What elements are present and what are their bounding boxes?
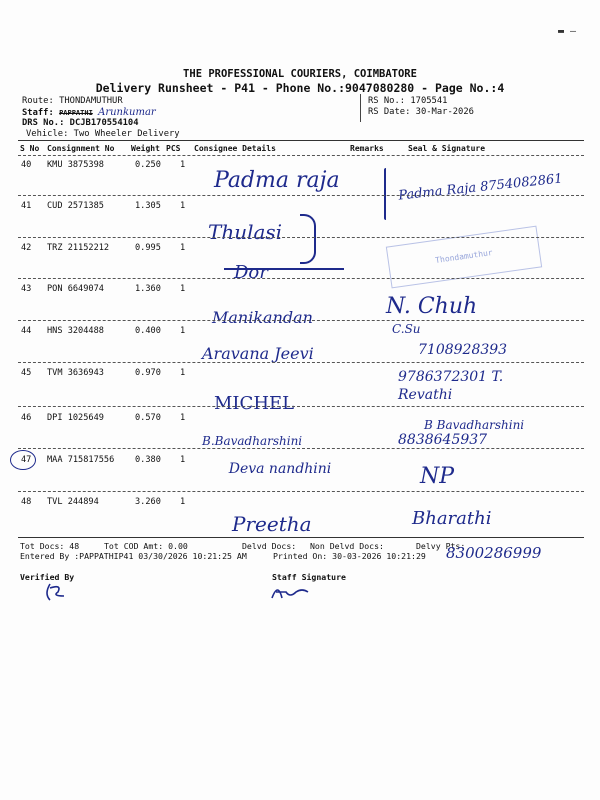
row-sno: 40 xyxy=(21,160,32,170)
row-separator xyxy=(18,278,584,279)
signature-handwriting: 9786372301 T. Revathi xyxy=(398,369,504,403)
row-pcs: 1 xyxy=(180,368,186,378)
row-pcs: 1 xyxy=(180,160,186,170)
consignee-handwriting: Deva nandhini xyxy=(228,461,332,477)
col-consignee: Consignee Details xyxy=(194,144,276,153)
company-title: THE PROFESSIONAL COURIERS, COIMBATORE xyxy=(183,68,417,80)
col-consignment: Consignment No xyxy=(47,144,115,153)
vehicle-line: Vehicle: Two Wheeler Delivery xyxy=(26,129,180,139)
rs-date-value: 30-Mar-2026 xyxy=(415,107,474,117)
row-pcs: 1 xyxy=(180,284,186,294)
table-header-rule xyxy=(18,155,584,156)
col-signature: Seal & Signature xyxy=(408,144,486,153)
tot-cod-amt: Tot COD Amt: 0.00 xyxy=(104,541,188,551)
staff-signature-label: Staff Signature xyxy=(272,572,346,582)
drs-value: DCJB170554104 xyxy=(69,118,139,128)
route-value: THONDAMUTHUR xyxy=(59,96,123,106)
signature-initials: C.Su xyxy=(392,322,421,336)
row-sno: 44 xyxy=(21,326,32,336)
staff-signature-mark xyxy=(268,580,318,604)
consignee-handwriting: Preetha xyxy=(232,512,312,536)
consignee-handwriting: Thulasi xyxy=(208,220,283,244)
row-pcs: 1 xyxy=(180,455,186,465)
entered-by: Entered By :PAPPATHIP41 03/30/2026 10:21:25 AM xyxy=(20,551,247,561)
row-pcs: 1 xyxy=(180,413,186,423)
row-consignment: TVM 3636943 xyxy=(47,368,104,378)
row-weight: 0.970 xyxy=(135,368,161,378)
bracket-mark xyxy=(384,168,388,220)
row-sno: 43 xyxy=(21,284,32,294)
row-consignment: CUD 2571385 xyxy=(47,201,104,211)
consignee-handwriting: Dor xyxy=(234,262,268,283)
staff-handwritten: Arunkumar xyxy=(98,107,156,118)
runsheet-title: Delivery Runsheet - P41 - Phone No.:9047080280 - Page No.:4 xyxy=(95,81,505,95)
row-separator xyxy=(18,448,584,449)
row-consignment: HNS 3204488 xyxy=(47,326,104,336)
signature-handwriting: Padma Raja 8754082861 xyxy=(397,171,564,204)
brace-mark xyxy=(300,214,316,264)
consignee-handwriting: Manikandan xyxy=(212,308,313,327)
row-consignment: DPI 1025649 xyxy=(47,413,104,423)
rs-no-value: 1705541 xyxy=(410,96,448,106)
row-separator xyxy=(18,237,584,238)
signature-handwriting: Bharathi xyxy=(412,508,492,529)
row-sno: 46 xyxy=(21,413,32,423)
row-sno: 45 xyxy=(21,368,32,378)
route-line: Route: THONDAMUTHUR xyxy=(22,96,123,106)
printed-on: Printed On: 30-03-2026 10:21:29 xyxy=(273,551,426,561)
signature-handwriting: B Bavadharshini xyxy=(424,418,525,432)
row-separator xyxy=(18,320,584,321)
col-pcs: PCS xyxy=(166,144,181,153)
row-pcs: 1 xyxy=(180,201,186,211)
row-consignment: MAA 715817556 xyxy=(47,455,115,465)
tot-docs: Tot Docs: 48 xyxy=(20,541,80,551)
row-weight: 0.995 xyxy=(135,243,161,253)
signature-handwriting: 8838645937 xyxy=(398,432,488,448)
staff-line: Staff: PAPPATHI Arunkumar xyxy=(22,107,156,118)
row-separator xyxy=(18,195,584,196)
row-pcs: 1 xyxy=(180,326,186,336)
row-weight: 3.260 xyxy=(135,497,161,507)
consignee-handwriting: B.Bavadharshini xyxy=(202,434,303,448)
row-consignment: PON 6649074 xyxy=(47,284,104,294)
row-weight: 1.360 xyxy=(135,284,161,294)
corner-mark: ▬ ‒ xyxy=(557,26,576,37)
row-sno: 42 xyxy=(21,243,32,253)
consignee-handwriting: Aravana Jeevi xyxy=(202,344,314,363)
consignee-handwriting: MICHEL xyxy=(214,393,295,414)
row-sno: 48 xyxy=(21,497,32,507)
table-bottom-rule xyxy=(18,537,584,538)
row-consignment: TVL 244894 xyxy=(47,497,99,507)
non-delvd-docs: Non Delvd Docs: xyxy=(310,541,384,551)
signature-handwriting: N. Chuh xyxy=(386,294,478,319)
meta-divider xyxy=(360,94,361,122)
verified-by-label: Verified By xyxy=(20,572,75,582)
rs-no-line: RS No.: 1705541 xyxy=(368,96,448,106)
col-sno: S No xyxy=(20,144,40,153)
scribble-line xyxy=(224,268,344,270)
seal-stamp: Thondamuthur xyxy=(386,226,542,289)
row-weight: 0.250 xyxy=(135,160,161,170)
signature-handwriting: 7108928393 xyxy=(418,342,508,358)
col-weight: Weight xyxy=(131,144,160,153)
rs-date-line: RS Date: 30-Mar-2026 xyxy=(368,107,474,117)
row-weight: 1.305 xyxy=(135,201,161,211)
delvd-docs: Delvd Docs: xyxy=(242,541,297,551)
col-remarks: Remarks xyxy=(350,144,384,153)
row-separator xyxy=(18,406,584,407)
row-weight: 0.400 xyxy=(135,326,161,336)
row-consignment: TRZ 21152212 xyxy=(47,243,110,253)
delvy-pts: Delvy Pts: xyxy=(416,541,466,551)
vehicle-value: Two Wheeler Delivery xyxy=(73,129,180,139)
staff-struck: PAPPATHI xyxy=(59,109,93,117)
row-weight: 0.380 xyxy=(135,455,161,465)
row-consignment: KMU 3875398 xyxy=(47,160,104,170)
row-separator xyxy=(18,362,584,363)
row-pcs: 1 xyxy=(180,497,186,507)
footer-handwritten-number: 8300286999 xyxy=(446,544,542,562)
row-separator xyxy=(18,491,584,492)
verified-signature-mark xyxy=(40,580,80,604)
signature-handwriting: NP xyxy=(420,464,455,489)
row-pcs: 1 xyxy=(180,243,186,253)
row-sno: 41 xyxy=(21,201,32,211)
drs-line: DRS No.: DCJB170554104 xyxy=(22,118,139,128)
row-sno: 47 xyxy=(21,455,32,465)
table-top-rule xyxy=(18,140,584,141)
consignee-handwriting: Padma raja xyxy=(214,168,340,193)
row-weight: 0.570 xyxy=(135,413,161,423)
